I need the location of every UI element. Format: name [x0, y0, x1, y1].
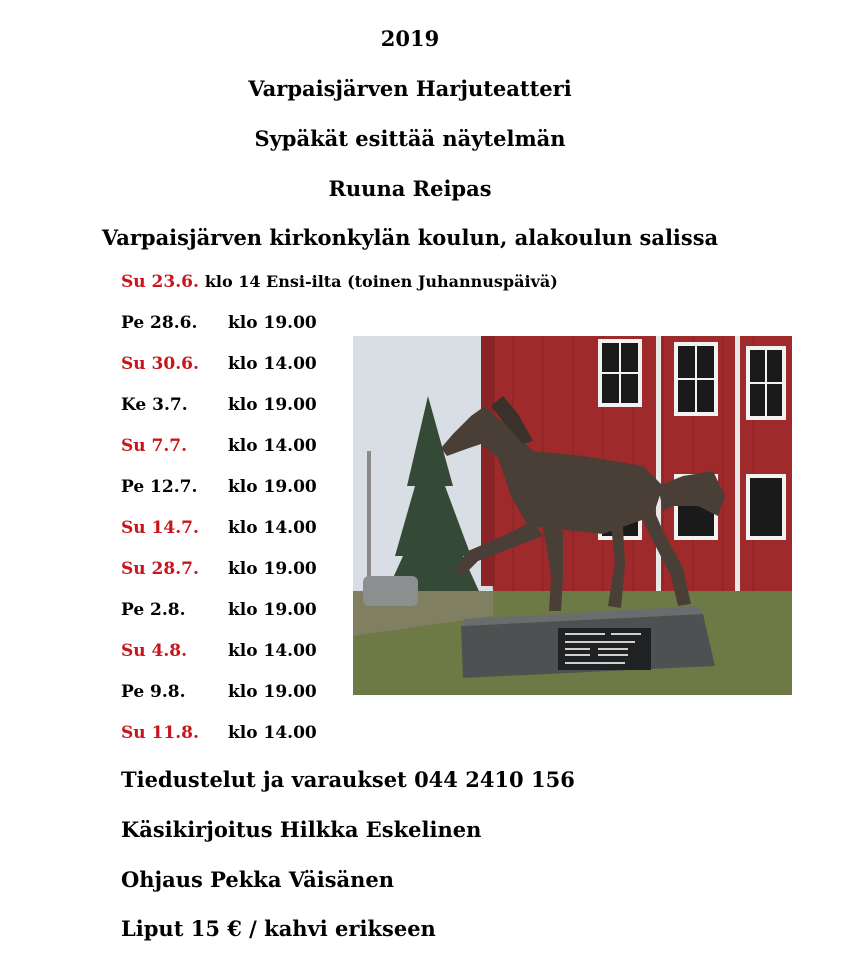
direction-credit: Ohjaus Pekka Väisänen	[121, 867, 395, 892]
location-line: Varpaisjärven kirkonkylän koulun, alakoulun salissa	[101, 225, 719, 250]
poster-year: 2019	[380, 26, 440, 51]
schedule-time: klo 19.00	[228, 313, 317, 333]
schedule-row	[121, 641, 317, 661]
premiere-details: klo 14 Ensi-ilta (toinen Juhannuspäivä)	[204, 272, 558, 291]
schedule-row	[121, 313, 317, 333]
schedule-time: klo 19.00	[228, 682, 317, 702]
schedule-time: klo 14.00	[228, 723, 317, 743]
schedule-date: Su 11.8.	[121, 723, 199, 743]
schedule-time: klo 19.00	[228, 559, 317, 579]
schedule-row	[121, 395, 317, 415]
schedule-date: Pe 28.6.	[121, 313, 198, 333]
schedule-time: klo 14.00	[228, 641, 317, 661]
schedule-row	[121, 436, 317, 456]
horse-statue-photo	[353, 336, 792, 695]
ticket-info: Liput 15 € / kahvi erikseen	[121, 916, 436, 941]
schedule-row	[121, 600, 317, 620]
schedule-time: klo 14.00	[228, 436, 317, 456]
premiere-date: Su 23.6.	[121, 272, 199, 292]
schedule-date: Ke 3.7.	[121, 395, 188, 415]
schedule-row	[121, 518, 317, 538]
schedule-date: Su 14.7.	[121, 518, 199, 538]
script-credit: Käsikirjoitus Hilkka Eskelinen	[121, 817, 482, 842]
schedule-date: Su 7.7.	[121, 436, 188, 456]
schedule-time: klo 14.00	[228, 354, 317, 374]
venue-title: Varpaisjärven Harjuteatteri	[248, 76, 572, 101]
schedule-time: klo 14.00	[228, 518, 317, 538]
schedule-date: Su 30.6.	[121, 354, 199, 374]
schedule-date: Pe 9.8.	[121, 682, 186, 702]
schedule-date: Pe 2.8.	[121, 600, 186, 620]
schedule-time: klo 19.00	[228, 600, 317, 620]
contact-line: Tiedustelut ja varaukset 044 2410 156	[121, 767, 575, 792]
schedule-date: Su 4.8.	[121, 641, 188, 661]
presenter-line: Sypäkät esittää näytelmän	[254, 126, 566, 151]
schedule-row	[121, 477, 317, 497]
premiere-row	[121, 272, 558, 292]
schedule-row	[121, 682, 317, 702]
schedule-date: Pe 12.7.	[121, 477, 198, 497]
schedule-row	[121, 354, 317, 374]
schedule-date: Su 28.7.	[121, 559, 199, 579]
play-title: Ruuna Reipas	[328, 176, 492, 201]
schedule-row	[121, 559, 317, 579]
schedule-row	[121, 723, 317, 743]
schedule-time: klo 19.00	[228, 477, 317, 497]
schedule-time: klo 19.00	[228, 395, 317, 415]
